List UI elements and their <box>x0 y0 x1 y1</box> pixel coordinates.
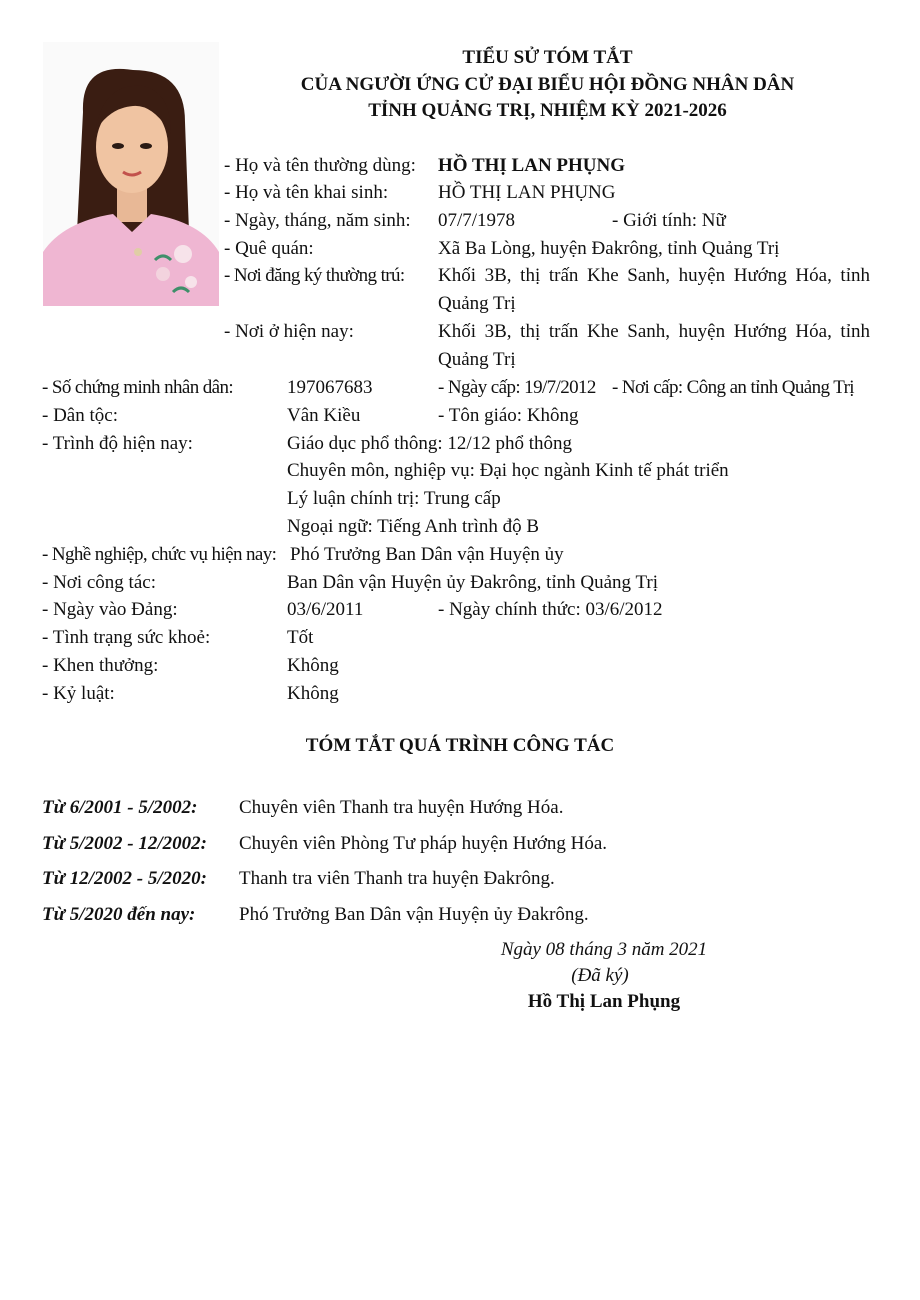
permanent-value-line2: Quảng Trị <box>438 293 516 314</box>
ethnicity-label: - Dân tộc: <box>42 405 118 426</box>
doc-subtitle-term: TỈNH QUẢNG TRỊ, NHIỆM KỲ 2021-2026 <box>368 100 727 121</box>
history-description: Chuyên viên Phòng Tư pháp huyện Hướng Hóa. <box>239 833 608 854</box>
current-residence-line2: Quảng Trị <box>438 349 516 370</box>
signature-status: (Đã ký) <box>571 965 629 986</box>
discipline-label: - Kỷ luật: <box>42 683 115 704</box>
education-political: Lý luận chính trị: Trung cấp <box>287 488 501 509</box>
permanent-value-line1: Khối 3B, thị trấn Khe Sanh, huyện Hướng Hóa, tỉnh <box>438 265 870 286</box>
id-issue-place: - Nơi cấp: Công an tỉnh Quảng Trị <box>612 377 854 398</box>
dob-value: 07/7/1978 <box>438 210 516 231</box>
portrait-illustration <box>43 42 219 306</box>
party-official-date: - Ngày chính thức: 03/6/2012 <box>438 599 663 620</box>
common-name-label: - Họ và tên thường dùng: <box>224 155 416 176</box>
signature-name: Hồ Thị Lan Phụng <box>527 991 681 1012</box>
workplace-value: Ban Dân vận Huyện ủy Đakrông, tỉnh Quảng Trị <box>287 572 658 593</box>
current-residence-line1: Khối 3B, thị trấn Khe Sanh, huyện Hướng Hóa, tỉnh <box>438 321 870 342</box>
gender-value: - Giới tính: Nữ <box>612 210 726 231</box>
awards-value: Không <box>287 655 339 676</box>
portrait-photo <box>43 42 219 306</box>
health-label: - Tình trạng sức khoẻ: <box>42 627 211 648</box>
work-history-title: TÓM TẮT QUÁ TRÌNH CÔNG TÁC <box>305 735 615 756</box>
party-label: - Ngày vào Đảng: <box>42 599 178 620</box>
birth-name-label: - Họ và tên khai sinh: <box>224 182 389 203</box>
id-label: - Số chứng minh nhân dân: <box>42 377 234 398</box>
education-label: - Trình độ hiện nay: <box>42 433 193 454</box>
history-period: Từ 5/2002 - 12/2002: <box>42 833 207 854</box>
history-description: Thanh tra viên Thanh tra huyện Đakrông. <box>239 868 555 889</box>
occupation-value: Phó Trưởng Ban Dân vận Huyện ủy <box>290 544 564 565</box>
id-issue-date: - Ngày cấp: 19/7/2012 <box>438 377 596 398</box>
occupation-label: - Nghề nghiệp, chức vụ hiện nay: <box>42 544 277 565</box>
education-general: Giáo dục phổ thông: 12/12 phổ thông <box>287 433 572 454</box>
current-residence-label: - Nơi ở hiện nay: <box>224 321 354 342</box>
discipline-value: Không <box>287 683 339 704</box>
dob-label: - Ngày, tháng, năm sinh: <box>224 210 411 231</box>
id-number: 197067683 <box>287 377 373 398</box>
party-date: 03/6/2011 <box>287 599 364 620</box>
birth-name-value: HỒ THỊ LAN PHỤNG <box>438 182 616 203</box>
religion-value: - Tôn giáo: Không <box>438 405 579 426</box>
history-description: Phó Trưởng Ban Dân vận Huyện ủy Đakrông. <box>239 904 589 925</box>
signature-date: Ngày 08 tháng 3 năm 2021 <box>500 939 708 960</box>
doc-title: TIỂU SỬ TÓM TẮT <box>462 47 633 68</box>
history-period: Từ 5/2020 đến nay: <box>42 904 196 925</box>
awards-label: - Khen thưởng: <box>42 655 159 676</box>
hometown-value: Xã Ba Lòng, huyện Đakrông, tỉnh Quảng Trị <box>438 238 780 259</box>
ethnicity-value: Vân Kiều <box>287 405 361 426</box>
common-name-value: HỒ THỊ LAN PHỤNG <box>438 155 626 176</box>
history-description: Chuyên viên Thanh tra huyện Hướng Hóa. <box>239 797 564 818</box>
hometown-label: - Quê quán: <box>224 238 314 259</box>
education-professional: Chuyên môn, nghiệp vụ: Đại học ngành Kinh tế phát triển <box>287 460 729 481</box>
doc-subtitle: CỦA NGƯỜI ỨNG CỬ ĐẠI BIỂU HỘI ĐỒNG NHÂN DÂN <box>300 74 795 95</box>
history-period: Từ 6/2001 - 5/2002: <box>42 797 198 818</box>
workplace-label: - Nơi công tác: <box>42 572 156 593</box>
permanent-label: - Nơi đăng ký thường trú: <box>224 265 405 286</box>
health-value: Tốt <box>287 627 314 648</box>
education-language: Ngoại ngữ: Tiếng Anh trình độ B <box>287 516 540 537</box>
history-period: Từ 12/2002 - 5/2020: <box>42 868 207 889</box>
